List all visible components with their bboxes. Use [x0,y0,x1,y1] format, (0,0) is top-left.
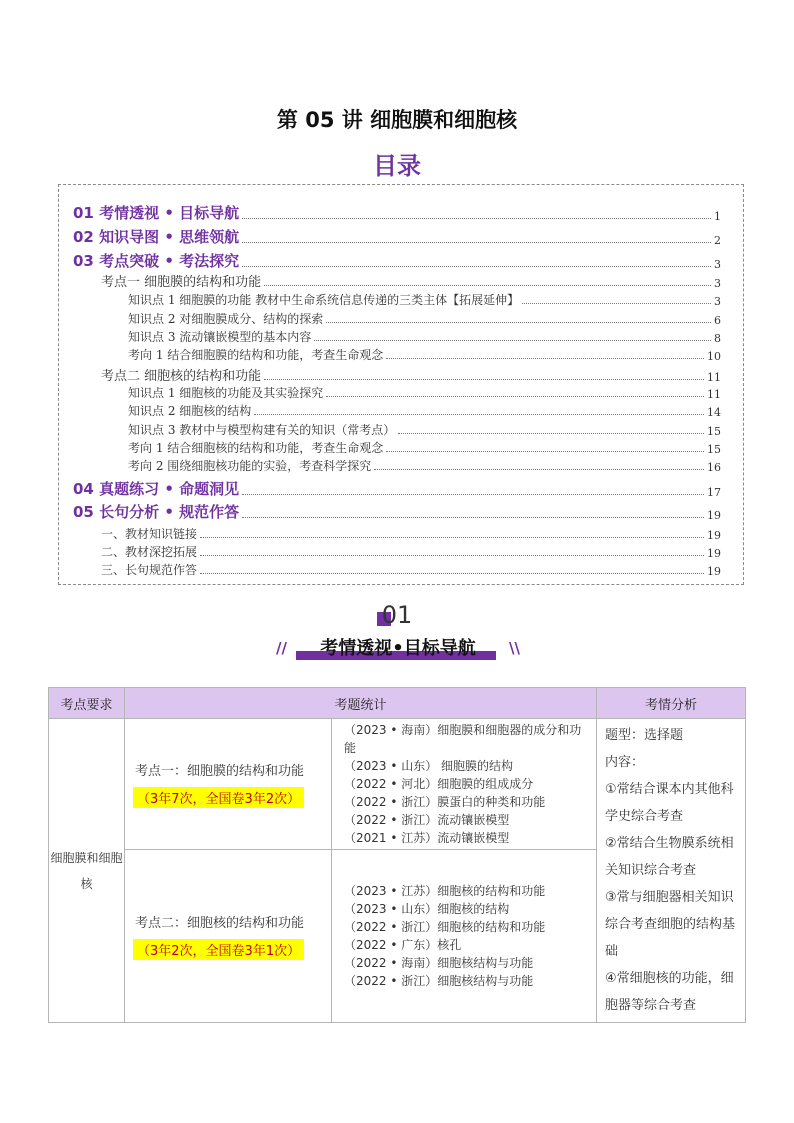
exam-point-stat: （3年7次，全国卷3年2次） [133,787,304,808]
header-statistics: 考题统计 [125,688,597,719]
toc-entry[interactable]: 知识点 3 流动镶嵌模型的基本内容 8 [128,330,721,345]
exam-analysis-table [48,687,746,1023]
exam-point-cell [125,719,332,850]
header-analysis: 考情分析 [597,688,746,719]
exam-item: （2022 • 海南）细胞核结构与功能 [344,956,534,970]
toc-entry[interactable]: 05 长句分析 • 规范作答 19 [73,503,721,522]
exam-point-name: 考点二：细胞核的结构和功能 [135,916,305,931]
requirement-cell: 细胞膜和细胞核 [49,719,125,1023]
toc-entry[interactable]: 知识点 2 细胞核的结构 14 [128,404,721,419]
header-requirement: 考点要求 [49,688,125,719]
section-title: 考情透视•目标导航 [320,638,476,659]
toc-entry[interactable]: 一、教材知识链接 19 [101,527,721,542]
table-of-contents [58,184,744,585]
section-number: 01 [381,601,413,629]
exam-list-cell [332,850,597,1023]
slash-decor-right: \\ [509,639,520,657]
analysis-line: ①常结合课本内其他科学史综合考查 [605,782,734,824]
exam-item: （2021 • 江苏）流动镶嵌模型 [344,831,510,845]
analysis-line: 题型：选择题 [605,728,684,743]
exam-item: （2022 • 浙江）细胞核结构与功能 [344,974,534,988]
exam-item: （2023 • 山东） 细胞膜的结构 [344,759,514,773]
toc-entry[interactable]: 01 考情透视 • 目标导航 1 [73,204,721,223]
exam-point-name: 考点一：细胞膜的结构和功能 [135,764,305,779]
toc-entry[interactable]: 知识点 1 细胞核的功能及其实验探究 11 [128,386,721,401]
analysis-line: ②常结合生物膜系统相关知识综合考查 [605,836,734,878]
exam-item: （2022 • 浙江）流动镶嵌模型 [344,813,510,827]
toc-entry[interactable]: 考向 2 围绕细胞核功能的实验，考查科学探究 16 [128,459,721,474]
toc-entry[interactable]: 考向 1 结合细胞核的结构和功能，考查生命观念 15 [128,441,721,456]
exam-list-cell [332,719,597,850]
section-banner [276,634,520,664]
exam-item: （2023 • 山东）细胞核的结构 [344,902,510,916]
exam-item: （2023 • 海南）细胞膜和细胞器的成分和功能 [344,723,582,755]
toc-entry[interactable]: 知识点 1 细胞膜的功能 教材中生命系统信息传递的三类主体【拓展延伸】 3 [128,293,721,308]
exam-point-cell [125,850,332,1023]
toc-entry[interactable]: 知识点 2 对细胞膜成分、结构的探索 6 [128,312,721,327]
toc-entry[interactable]: 二、教材深挖拓展 19 [101,545,721,560]
exam-item: （2022 • 河北）细胞膜的组成成分 [344,777,534,791]
toc-entry[interactable]: 考点二 细胞核的结构和功能 11 [101,369,721,384]
toc-entry[interactable]: 02 知识导图 • 思维领航 2 [73,228,721,247]
toc-entry[interactable]: 知识点 3 教材中与模型构建有关的知识（常考点） 15 [128,423,721,438]
toc-heading: 目录 [373,152,421,180]
slash-decor-left: // [276,639,287,657]
analysis-line: 内容： [605,755,645,770]
analysis-line: ③常与细胞器相关知识综合考查细胞的结构基础 [605,890,736,959]
table-header-row [49,688,746,719]
analysis-cell [597,719,746,1023]
toc-entry[interactable]: 04 真题练习 • 命题洞见 17 [73,480,721,499]
exam-point-stat: （3年2次，全国卷3年1次） [133,939,304,960]
toc-entry[interactable]: 03 考点突破 • 考法探究 3 [73,252,721,271]
exam-item: （2022 • 浙江）细胞核的结构和功能 [344,920,546,934]
table-row [49,719,746,850]
toc-entry[interactable]: 三、长句规范作答 19 [101,563,721,578]
page-title: 第 05 讲 细胞膜和细胞核 [276,108,518,132]
exam-item: （2023 • 江苏）细胞核的结构和功能 [344,884,546,898]
toc-entry[interactable]: 考向 1 结合细胞膜的结构和功能，考查生命观念 10 [128,348,721,363]
exam-item: （2022 • 广东）核孔 [344,938,462,952]
exam-item: （2022 • 浙江）膜蛋白的种类和功能 [344,795,546,809]
analysis-line: ④常细胞核的功能，细胞器等综合考查 [605,971,734,1013]
toc-entry[interactable]: 考点一 细胞膜的结构和功能 3 [101,275,721,290]
